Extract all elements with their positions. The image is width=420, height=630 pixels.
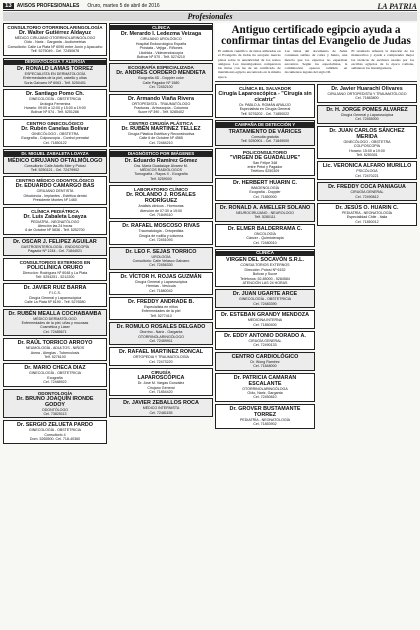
ad-line: Ecografía 4D - Doppler color [138,76,184,81]
ad-name: Dr. OSCAR J. FELIPEZ AGUILAR [13,238,97,245]
ad-name: Dr. JUAN UGARTE ARCE [232,291,298,298]
ad-line: Telf. 5276202 - Cel. 71850022 [240,111,290,116]
page-date: Oruro, martes 5 de abril de 2016 [87,3,160,9]
ad-line: Consultorio: Calle Velasco Galvarro [132,258,190,263]
classified-ad [215,120,315,145]
ad-line: Especialista en niños [144,305,178,309]
ad-name: Dr. HERBERT HUARIN C. [232,179,298,186]
classified-ad [3,309,107,337]
ad-line: ODONTÓLOGO [41,407,69,412]
ad-name: Dr. ROLANDO J. ROSALES RODRÍGUEZ [126,192,196,205]
ad-line: Próstata - Vejiga - Riñones [139,46,183,51]
ad-name: Dr. Eduardo Ramírez Gómez [124,157,198,164]
ad-line: Otorrino - Nariz - Garganta [139,330,183,335]
ad-line: Cel. 72484210 [149,140,173,145]
ad-name: Dr. RONALD LAMAS TORREZ [17,66,93,73]
ad-title: POLICONSULTORIO [242,149,288,155]
ad-line: Ecografía [47,375,63,380]
classified-ad [3,149,107,174]
ad-line: Cirugía de rodilla y columna [138,233,184,238]
classified-ad [3,119,107,147]
classified-ad [109,398,213,417]
ad-line: Oído - Nariz - Garganta - Audiometrías [24,40,86,45]
ad-line: Enfermedades de la piel, uñas y mucosas [21,321,89,325]
ad-line: ESPECIALISTA EN DERMATOLOGÍA [24,72,86,77]
ad-line: Asma - Alergias - Tuberculosis [30,350,80,355]
ad-name: LAPAROSCÓPICA [137,375,185,382]
ad-line: Telf. 5259000 [150,176,172,181]
ad-line: MÉDICO DERMATÓLOGO [33,316,77,321]
classified-ad [109,94,213,117]
ad-line: Cel. 72481155 [149,410,173,415]
ad-line: Dirección: Rodríguez Nº 6048 y La Plata [22,270,88,275]
classified-ad [317,84,417,103]
classified-ad [109,368,213,396]
classified-ad [109,149,213,183]
ad-title: ECOGRAFÍA ESPECIALIZADA [128,65,194,71]
ad-line: Telf. 5250901 - Cel. 71849000 [240,139,290,144]
ad-name: Dr. EDUARDO CAMARGO BAS [15,183,95,190]
ad-line: GASTROENTEROLOGÍA - ENDOSCOPÍA [20,244,90,249]
ad-name: Dr. VÍCTOR H. ROJAS GUZMÁN [120,273,202,280]
classified-ad [215,224,315,247]
ad-line: Cel. 71850400 [253,322,277,327]
ad-name: Dr. Walter Gutiérrez Aldayuz [18,30,92,36]
ad-line: Horario: 09:00 a 12:00 y 15:00 a 19:00 [24,106,86,111]
ad-line: Cel. 73825113 [43,412,67,417]
classified-ad [3,237,107,256]
ad-line: Cirugía General y Laparoscópica [340,112,394,117]
ad-line: Telf. 5254251 - 5212200 [35,274,75,279]
ad-line: MÉDICOS RADIÓLOGOS [140,167,182,172]
column-3 [215,23,417,431]
classified-ad [109,272,213,295]
ad-line: CIRUGÍA GENERAL [350,190,384,195]
ad-line: Cel. 72456330 [149,263,173,268]
ad-line: PEDIATRÍA - NEONATOLOGÍA [341,210,393,215]
ad-title: CLÍNICA [216,251,314,256]
ad-line: MEDICINA INTERNA [247,318,283,323]
ad-title: CENTRO MÉDICO ODONTOLÓGICO [15,178,95,184]
ad-line: Soria Galvarro Nº 6063 - Telf. 5250401 [24,80,86,85]
ad-line: NEUMOLOGÍA - ADULTOS - NIÑOS [25,346,85,351]
ad-name: Cirugía Laparoscópica - "Cirugía sin cicatriz" [218,91,312,104]
ad-line: MÉDICO INTERNISTA [142,406,180,411]
ad-line: Calle Pagador Nº 1580 [142,80,180,85]
ad-line: Cel. 72490812 [355,194,379,199]
ad-line: Litotricia - Videoendoscopía [138,50,184,55]
ad-name: Dr. JAVIER RUIZ BARRA [23,285,87,292]
ad-name: Dr. Merardo I. Ledezma Veizaga [120,31,202,38]
ad-line: CIRUGÍA GENERAL [248,339,282,344]
ad-line: Ortodoncia - Implantes - Estética dental [23,193,87,198]
ad-line: Cirujano General [147,385,175,390]
ad-line: Pagador Nº 1244 - Cel. 71844021 [27,249,83,254]
ad-line: Dra. María Guadalupe Álvarez M. [134,163,188,168]
ad-line: Cosmética y Láser [40,325,70,330]
ad-line: Bolívar Nº 570 - Telf. 5274210 [137,55,185,60]
classified-ad [3,420,107,443]
ad-line: Traumatología - Ortopedista [138,229,184,234]
ad-line: Especialista en Cirugía General [239,107,291,112]
ad-line: Atención las 24 horas [37,223,73,228]
ad-name: Dr. RUBÉN MEALLA COCHABAMBA [8,310,102,317]
ad-line: Cel. 72473220 [149,359,173,364]
classified-ad [215,373,315,402]
ad-title: CLÍNICA PEDIÁTRICA [31,208,79,214]
ad-name: Dr. RUBÉN MARTINEZ TELLEZ [121,125,201,132]
ad-title: CONSULTORIOS EXTERNOS EN [19,259,91,265]
article-headline: Antiguo certificado egipcio ayuda a confirmar tintas del Evangelio de Judas [221,24,411,47]
classified-ad [109,23,213,61]
classified-ad [215,310,315,329]
ad-line: Cel. 71850122 [43,140,67,145]
classified-ad [317,105,417,124]
column-2 [109,23,213,419]
ad-name: Dr. PATRICIA CAMARAN ESCALANTE [233,374,297,387]
ad-line: Calle 6 de Octubre Nº 4565 [139,136,183,141]
ad-line: GINECOLOGÍA - OBSTETRICIA [28,97,82,102]
ad-name: Dr. ESTEBAN GRANDY MENDOZA [221,312,309,319]
article-body [218,49,414,79]
ad-line: entre Petot y Pagador [247,164,283,169]
classified-ad [3,363,107,386]
ad-line: Cel. 72452100 [149,85,173,90]
ad-line: Bolívar y Sucre [252,272,278,277]
ad-line: UROLOGÍA [151,254,171,259]
ad-line: Cel. 71854420 [149,390,173,395]
ad-line: IMAGENOLOGÍA [251,185,279,190]
ad-line: CONSULTORIOS EXTERNOS [240,263,290,268]
classified-ad [3,389,107,419]
ad-name: CENTRO CARDIOLÓGICO [231,353,299,360]
ad-name: Dr. ROMULO ROSALES DELGADO [116,324,206,331]
classified-ad [3,89,107,117]
ad-name: VIRGEN DEL SOCAVÓN S.R.L. [226,257,304,264]
classified-ad [3,338,107,361]
classified-ad [215,352,315,371]
ad-line: Telf. 5250301 [356,152,378,157]
ad-line: Consulta gratuita [251,134,279,139]
classified-ad [109,247,213,270]
ad-title: CONSULTORIO OTORRINOLARINGOLOGÍA [7,25,103,30]
ad-line: Cáncer - Quimioterapia [246,236,284,241]
article-paragraph: El resultado refuerza la datación de los manuscritos y ayuda a comprender mejor las técnicas de escritura usadas por los escribas egipcios de la época romana, señalaron los investigadores. [351,49,414,71]
page-header [3,2,417,11]
classified-ad [215,203,315,222]
ad-line: Consultorio: Calle Adolfo Mier y Potosí [24,163,86,168]
ad-name: Dr. Rubén Canelas Bolívar [21,125,89,132]
ad-line: Sucre Nº 390 - Telf. 5285402 [138,110,184,115]
ad-name: Dr. Armando Viaña Rivera [128,95,194,102]
ad-line: Cel. 72450810 [253,395,277,400]
ad-title: ODONTOLOGÍA [37,390,73,396]
ad-line: CIRUJANO UROLÓGICO [140,37,182,42]
classified-ad [109,221,213,244]
ad-name: Lic. VERONICA ALFARO MURILLO [322,163,412,170]
ad-line: Teléfonos: 52-85000 - 5284584 [240,276,290,281]
classified-ad [3,283,107,306]
ad-line: F.I.C.S. [49,291,61,296]
ad-name: Dr. RONALD A. AMELLER SOLANO [219,204,311,211]
newspaper-logo: LA PATRIA [377,1,417,11]
ad-line: Atención de 07:30 a 19:00 [140,208,182,213]
ad-line: CIRUJANO DENTISTA [36,189,74,194]
classified-ad [109,322,213,345]
ad-line: ORTOPEDISTA - TRAUMATÓLOGO [131,101,191,106]
ad-line: Dr. José M. Vargas González [137,381,185,386]
ad-line: Enfermedades de la piel, cabello y uñas [23,76,87,81]
classified-ad [215,84,315,118]
ad-line: ATENCIÓN LAS 24 HORAS [242,281,288,286]
classified-ad [3,176,107,204]
classified-ad [317,182,417,201]
ad-line: Tomografía - Rayos X - Ecografía [134,172,188,177]
ad-line: Especialidad Chile - Italia [346,215,388,220]
ad-line: GINECÓLOGO - OBSTETRA [343,139,391,144]
ad-line: Hernias - Vesícula [146,284,176,289]
ad-line: Ecografía - Doppler [249,190,281,195]
ad-name: TRATAMIENTO DE VÁRICES [228,128,302,135]
classified-ad [215,178,315,201]
ad-line: Cel. 72488922 [43,380,67,385]
ad-line: Dr. PABLO A. ROMÁN ARAUJO [239,103,291,108]
ad-line: Cel. 72483390 [253,301,277,306]
ad-line: Cel. 72490133 [253,343,277,348]
ad-line: ONCOLOGÍA [254,231,276,236]
ad-line: Ecografía - Colposcopía - Control prenatal [21,136,89,141]
ad-line: PEDIATRA - NEONATÓLOGO [30,219,80,224]
ad-name: Dr. SERGIO ZELUETA PARDO [17,422,93,429]
ad-line: Bolívar Nº 574 - Telf. 5251286 [31,110,79,115]
ad-line: NEUROCIRUJANO - NEUROLOGO [236,210,294,215]
ad-line: Cirugía General y Laparoscópica [28,295,82,300]
ad-name: Dr. RAÚL TORRICO ARROYO [17,340,93,347]
ad-line: Análisis clínicos - Hormonas [138,204,184,209]
ad-line: Telf. 5277410 [150,313,172,318]
ad-line: COLPOSCOPÍA [353,144,381,149]
article-paragraph: El análisis científico de tintas utilizadas en el Evangelio de Judas ha arrojado nuevas pistas sobre la autenticidad de los textos antiguos. Los investigadores compararon las tintas con las de un certificado de matrimonio egipcio encontrado en la misma época. [218,49,281,79]
ad-line: MÉDICO CIRUJANO OTORRINOLARINGÓLOGO [14,36,96,40]
ad-name: Dr. MARIO CHECA DIAZ [24,365,86,372]
ad-line: Cel. 71848000 [253,364,277,369]
ad-line: San Felipe 348 [252,160,278,165]
ad-name: Dr. RAFAEL MARTINEZ RONCAL [118,349,204,356]
ad-name: Dr. LEO F. SEJAS TORRICO [125,248,197,255]
section-title: Profesionales [3,12,417,21]
ad-line: Consultorio: Calle La Plata Nº 6090 entre Junín y Ayacucho [7,44,103,49]
ad-name: Dr. Javier Huarachi Olivares [331,86,403,93]
ad-line: Telf. 5280111 [254,215,276,220]
ad-line: Cirugía Plástica Estética y Reconstructiva [127,131,195,136]
classified-ad [215,148,315,176]
classified-ad [317,161,417,180]
ad-line: PEDIATRÍA - NEONATOLOGÍA [239,417,291,422]
ad-name: Dr. ANDRÉS CORDERO MENDIETA [116,70,206,77]
ad-line: OTORRINOLARINGÓLOGO [138,334,184,339]
ad-line: 6 de Octubre Nº 5836 - Telf. 5252700 [25,228,85,233]
ad-title: CAMPAÑA DE DETECCIÓN Y [216,122,314,127]
ad-line: CIRUJANO ORTOPEDISTA Y TRAUMATÓLOGO [327,92,407,97]
ad-title: CLÍNICA EL SALVADOR [239,86,291,92]
ad-line: Cel. 71850000 [253,194,277,199]
ad-line: Dr. Wong Ramirez [250,359,280,364]
ad-title: DERMATOLOGÍA Y ALERGIA [4,60,106,65]
classified-ad [215,289,315,308]
ad-line: Cel. 71880042 [149,288,173,293]
ad-line: ORTOPEDIA Y TRAUMATOLOGÍA [133,355,189,360]
article-paragraph: Las tintas del documento de Judas contienen sulfato de cobre y hierro, una mezcla que los expertos no esperaban encontrar. Según los especialistas, la combinación aparece también en documentos legales del siglo III. [284,49,348,75]
page-number: 13 [5,3,12,9]
ad-line: PSICÓLOGA [356,169,378,174]
classified-ad [215,331,315,350]
classified-ad [215,404,315,429]
ads-left [215,84,315,431]
column-1 [3,23,107,446]
ad-title: LABORATORIO CLÍNICO [134,187,188,193]
classified-ad [109,119,213,147]
ad-line: Telf. 5250121 - Cel. 72479902 [30,167,80,172]
ad-line: Cel. 71853902 [253,422,277,427]
ad-line: Consultorio 4 [44,432,66,437]
ad-name: "VIRGEN DE GUADALUPE" [229,154,301,161]
classified-ad [3,58,107,88]
ad-name: Dr. H. JORGE POMES ALVAREZ [326,106,408,113]
ads-grid [215,84,417,431]
ad-line: Cel. 71863800 [355,96,379,101]
ad-line: Cel. 72459911 [149,339,173,344]
ads-right [317,84,417,431]
ad-line: Fracturas - Artroscopía - Columna [133,106,189,111]
ad-line: Dirección: Potosí Nº 6152 [244,267,286,272]
ad-line: Telf. 5276100 [44,355,66,360]
ad-line: Hospital Endourológico España [135,41,187,46]
ad-title: Dr. MIGUEL ZABALETA LOAYZA [4,151,106,156]
ad-title: CIRUGÍA [151,370,171,376]
ad-name: Dr. JUAN CARLOS SÁNCHEZ MERIDA [329,127,405,140]
ad-name: Dr. GROVER BUSTAMANTE TORREZ [229,405,301,418]
ad-title: DIAGNÓSTICO POR IMÁGENES [110,151,212,156]
ad-name: Dr. EDDY ANTONIO DORADO A. [224,333,306,340]
ad-line: Urología Femenina [39,101,71,106]
ad-line: Cel. 72480010 [253,240,277,245]
ad-line: Dom. 5265500. Cel. 718-40360 [29,437,81,442]
classified-ad [317,203,417,226]
ad-line: Cel. 71850012 [355,219,379,224]
ad-line: Cel. 72470221 [355,173,379,178]
ad-name: Dr. JAVIER ZEBALLOS ROCA [123,400,199,407]
ad-line: Calle La Plata Nº 6190 - Telf. 5276580 [24,300,86,305]
ad-line: OTORRINOLARINGÓLOGA [242,386,288,391]
ad-line: Presidente Montes Nº 1460 [33,198,77,203]
ad-title: CLÍNICA [110,25,212,30]
ad-line: GINECOLOGÍA - OBSTETRICIA [28,371,82,376]
classified-ad [109,185,213,219]
ad-line: Oído, Nariz, Garganta [247,391,283,396]
ad-name: Dr. ELMER BALDERRAMA C. [227,225,303,232]
ad-line: Cel. 71849110 [149,212,173,217]
ad-line: Cel. 72451093 [149,238,173,243]
classified-ad [3,207,107,235]
ad-line: Telf. 5275049 - Cel. 72450678 [30,49,80,54]
ad-name: Dr. JESÚS O. HUARIN C. [335,204,399,211]
classified-ad [109,63,213,91]
ad-line: GINECOLOGÍA - OBSTETRICIA [238,297,292,302]
ad-name: MÉDICO CIRUJANO OFTALMÓLOGO [7,157,103,164]
classified-ad [3,258,107,282]
ad-name: Dr. Luis Zabaleta Loayza [23,213,87,220]
ad-title: CENTRO GINECOLÓGICO [26,120,84,126]
classified-ad [215,249,315,287]
ad-line: GINECOLOGÍA - OBSTETRICIA [28,428,82,433]
ad-name: Dr. FREDDY COCA PANIAGUA [328,184,406,191]
classified-ad [3,23,107,56]
ad-name: Dr. RAFAEL MOSCOSO RIVAS [122,223,200,230]
ad-name: POLICLÍNICA ORURO [27,264,83,271]
news-article [215,23,417,82]
ad-line: Enfermedades de la piel [141,309,181,314]
section-name: AVISOS PROFESIONALES [16,3,80,9]
ad-name: Dr. BRUNO JOAQUÍN IRONDE GODOY [16,395,94,408]
ad-line: GINECÓLOGO - OBSTETRA [31,131,79,136]
ad-line: Cel. 72455000 [355,117,379,122]
classified-ad [317,126,417,160]
classified-ad [109,347,213,366]
classified-ad [109,297,213,320]
ad-name: Dr. FREDDY ANDRADE B. [128,299,194,305]
ad-title: CENTRO CIRUGÍA PLÁSTICA [128,120,194,126]
ad-line: Cirugía General y Laparoscópica [134,279,188,284]
ad-line: Horario: 15:00 a 19:00 [349,148,385,153]
ad-line: Teléfono 5250309 [250,169,280,174]
ad-line: Cel. 72485671 [43,329,67,334]
ad-name: Dr. Santiago Pomo Ch. [25,91,85,98]
